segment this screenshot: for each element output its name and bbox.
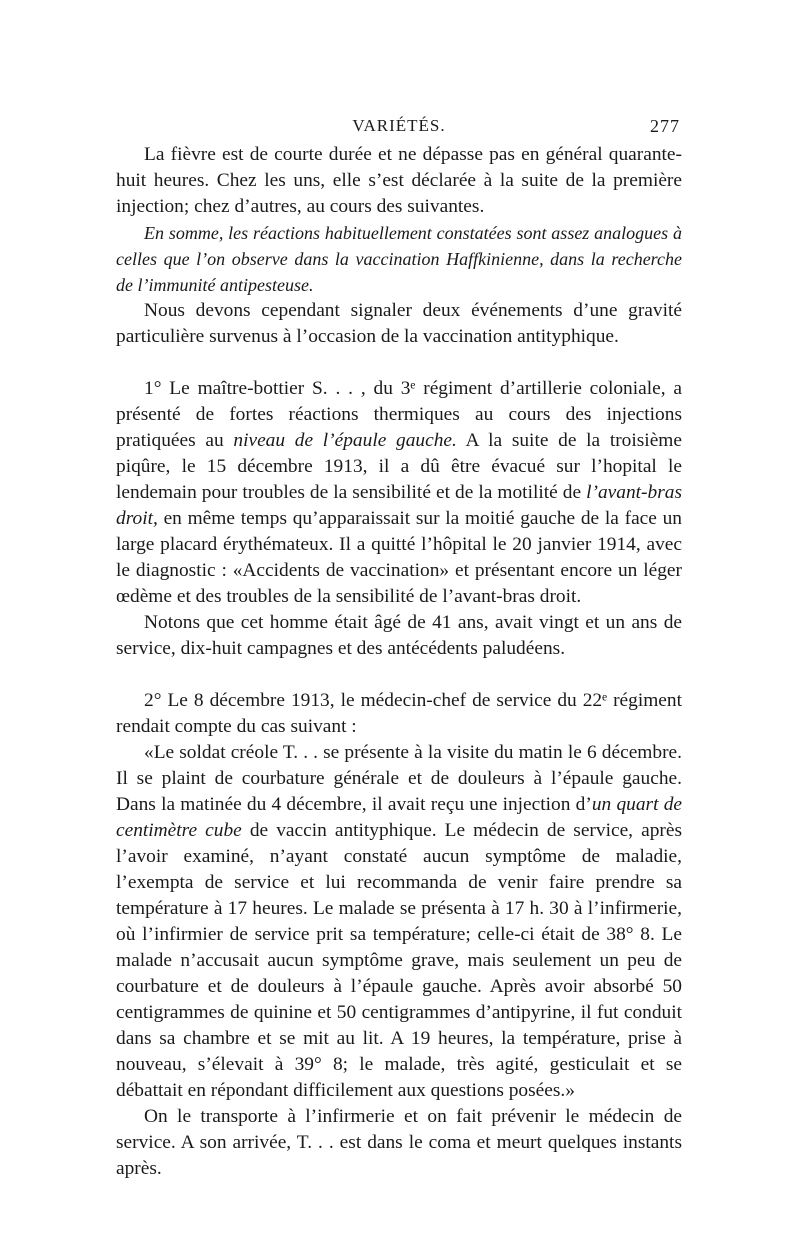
case-one-text-c: A la suite de la troisième piqûre, le 15 décembre 1913, il a dû être évacué sur l’hopital le lendemain pour troubles de la sensibilité et de la motilité de (116, 430, 682, 503)
paragraph-fever-duration: La fièvre est de courte durée et ne dépasse pas en général quarante-huit heures. Chez les uns, elle s’est déclarée à la suite de la première injection; chez d’autres, au cours des suivantes. (116, 144, 682, 217)
text-block-case-two (116, 688, 682, 1182)
running-title: VARIÉTÉS. (352, 116, 446, 135)
section-gap (116, 350, 682, 376)
paragraph-case-one-notes: Notons que cet homme était âgé de 41 ans, avait vingt et un ans de service, dix-huit campagnes et des antécédents paludéens. (116, 612, 682, 659)
case-two-text-a: «Le soldat créole T. . . se présente à la visite du matin le 6 décembre. Il se plaint de courbature générale et de douleurs à l’épaule gauche. Dans la matinée du 4 décembre, il avait reçu une injection d’ (116, 742, 682, 815)
paragraph-summary-italic: En somme, les réactions habituellement constatées sont assez analogues à celles que l’on observe dans la vaccination Haffkinienne, dans la recherche de l’immunité antipesteuse. (116, 223, 682, 295)
case-one-text-e: en même temps qu’apparaissait sur la moitié gauche de la face un large placard érythémateux. Il a quitté l’hôpital le 20 janvier 1914, avec le diagnostic : «Accidents de vaccination» et présentant encore un léger œdème et des troubles de la sensibilité de l’avant-bras droit. (116, 508, 682, 607)
case-one-emphasis-forearm: l’avant-bras droit, (116, 482, 682, 529)
paragraph-case-two-report (116, 740, 682, 1104)
page-number: 277 (650, 116, 680, 136)
case-two-emphasis-dose: un quart de centimètre cube (116, 794, 682, 841)
paragraph-case-two-outcome: On le transporte à l’infirmerie et on fait prévenir le médecin de service. A son arrivée, T. . . est dans le coma et meurt quelques instants après. (116, 1106, 682, 1179)
paragraph-case-one (116, 376, 682, 610)
page (116, 112, 682, 1182)
text-block-case-one (116, 376, 682, 662)
case-two-text-c: de vaccin antityphique. Le médecin de service, après l’avoir examiné, n’ayant constaté aucun symptôme de maladie, l’exempta de service et lui recommanda de venir faire prendre sa température à 17 heures. Le malade se présenta à 17 h. 30 à l’infirmerie, où l’infirmier de service prit sa température; celle-ci était de 38° 8. Le malade n’accusait aucun symptôme grave, mais seulement un peu de courbature et de douleurs à l’épaule gauche. Après avoir absorbé 50 centigrammes de quinine et 50 centigrammes d’antipyrine, il fut conduit dans sa chambre et se mit au lit. A 19 heures, la température, prise à nouveau, s’élevait à 39° 8; le malade, très agité, gesticulait et se débattait en répondant difficilement aux questions posées.» (116, 820, 682, 1101)
text-block-intro (116, 142, 682, 350)
paragraph-case-two-intro: 2° Le 8 décembre 1913, le médecin-chef de service du 22ᵉ régiment rendait compte du cas suivant : (116, 690, 682, 737)
paragraph-two-events: Nous devons cependant signaler deux événements d’une gravité particulière survenus à l’occasion de la vaccination antityphique. (116, 300, 682, 347)
case-one-text-a: 1° Le maître-bottier S. . . , du 3ᵉ régiment d’artillerie coloniale, a présenté de fortes réactions thermiques au cours des injections pratiquées au (116, 378, 682, 451)
running-head (116, 112, 682, 142)
section-gap (116, 662, 682, 688)
case-one-emphasis-shoulder: niveau de l’épaule gauche. (233, 430, 457, 451)
